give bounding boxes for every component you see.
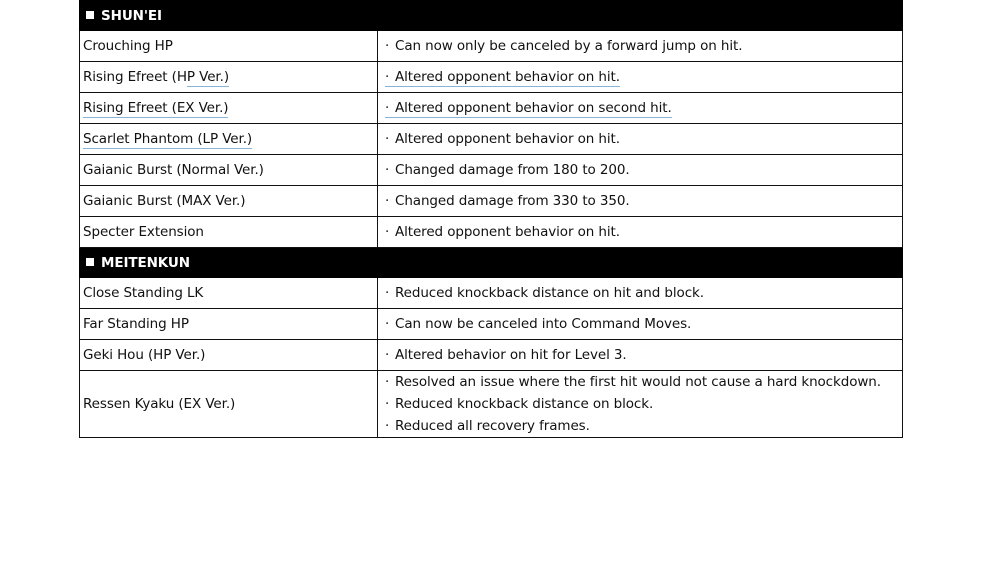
- bullet-icon: ·: [385, 69, 390, 85]
- move-name-cell: Rising Efreet (HP Ver.): [80, 62, 378, 93]
- change-line: · Reduced all recovery frames.: [385, 415, 899, 437]
- move-name-cell: [80, 124, 378, 155]
- change-cell: · Changed damage from 180 to 200.: [378, 155, 903, 186]
- change-cell: · Altered behavior on hit for Level 3.: [378, 340, 903, 371]
- move-name-cell: Geki Hou (HP Ver.): [80, 340, 378, 371]
- bullet-icon: ·: [385, 224, 390, 240]
- move-name-cell: Ressen Kyaku (EX Ver.): [80, 371, 378, 438]
- bullet-icon: ·: [385, 193, 390, 209]
- bullet-icon: ·: [385, 396, 390, 412]
- section-title: MEITENKUN: [101, 254, 190, 271]
- change-line: · Resolved an issue where the first hit would not cause a hard knockdown.: [385, 371, 899, 393]
- bullet-icon: ·: [385, 131, 390, 147]
- table-row: [80, 62, 903, 93]
- move-name-cell: Far Standing HP: [80, 309, 378, 340]
- bullet-icon: ·: [385, 374, 390, 390]
- move-name-cell: Gaianic Burst (MAX Ver.): [80, 186, 378, 217]
- balance-changes-table: [79, 0, 903, 438]
- change-cell: [378, 62, 903, 93]
- table-row: [80, 155, 903, 186]
- bullet-icon: ·: [385, 418, 390, 434]
- move-name-cell: Crouching HP: [80, 31, 378, 62]
- section-header-meitenkun: [80, 248, 903, 278]
- highlighted-text: Rising Efreet (EX Ver.): [83, 100, 229, 116]
- bullet-icon: ·: [385, 316, 390, 332]
- change-cell: [378, 93, 903, 124]
- change-cell: · Can now be canceled into Command Moves.: [378, 309, 903, 340]
- change-cell: · Altered opponent behavior on hit.: [378, 217, 903, 248]
- move-name-cell: Specter Extension: [80, 217, 378, 248]
- change-cell: · Changed damage from 330 to 350.: [378, 186, 903, 217]
- change-cell: · Can now only be canceled by a forward jump on hit.: [378, 31, 903, 62]
- move-name-cell: [80, 93, 378, 124]
- highlighted-text: P Ver.): [186, 69, 229, 85]
- table-row: [80, 371, 903, 438]
- square-marker-icon: [86, 258, 94, 266]
- move-name-cell: Gaianic Burst (Normal Ver.): [80, 155, 378, 186]
- table-row: [80, 93, 903, 124]
- change-cell: [378, 371, 903, 438]
- change-cell: · Altered opponent behavior on hit.: [378, 124, 903, 155]
- table-row: [80, 309, 903, 340]
- bullet-icon: ·: [385, 100, 390, 116]
- table-row: [80, 31, 903, 62]
- table-row: [80, 124, 903, 155]
- table-row: [80, 278, 903, 309]
- table-row: [80, 217, 903, 248]
- highlighted-text: · Altered opponent behavior on second hit.: [385, 100, 672, 116]
- change-cell: · Reduced knockback distance on hit and block.: [378, 278, 903, 309]
- highlighted-text: Scarlet Phantom (LP Ver.): [83, 131, 253, 147]
- move-name-cell: Close Standing LK: [80, 278, 378, 309]
- section-header-shunei: [80, 1, 903, 31]
- bullet-icon: ·: [385, 38, 390, 54]
- square-marker-icon: [86, 11, 94, 19]
- table-row: [80, 340, 903, 371]
- bullet-icon: ·: [385, 285, 390, 301]
- section-title: SHUN'EI: [101, 7, 162, 24]
- change-line: · Reduced knockback distance on block.: [385, 393, 899, 415]
- bullet-icon: ·: [385, 162, 390, 178]
- bullet-icon: ·: [385, 347, 390, 363]
- table-row: [80, 186, 903, 217]
- highlighted-text: · Altered opponent behavior on hit.: [385, 69, 620, 85]
